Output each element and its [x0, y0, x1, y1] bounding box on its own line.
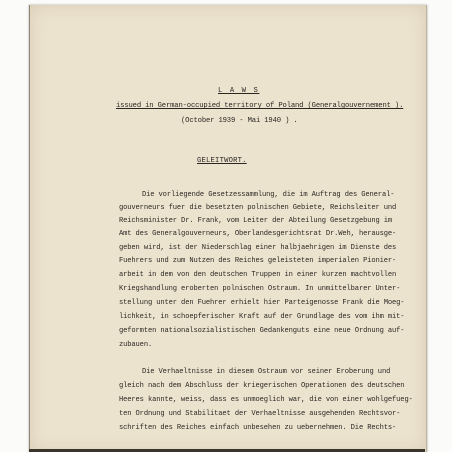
- text-line: schriften des Reiches einfach unbesehen zu uebernehmen. Die Rechts-: [119, 424, 397, 432]
- text-line: geben wird, ist der Niederschlag einer halbjaehrigen im Dienste des: [119, 244, 397, 252]
- text-line: Reichsminister Dr. Frank, vom Leiter der Abteilung Gesetzgebung im: [119, 217, 393, 225]
- typed-page: [29, 5, 427, 452]
- document-title-label: L A W S: [218, 87, 260, 95]
- text-line: Heeres kannte, weiss, dass es unmoeglich war, die von einer wohlgefueg-: [119, 396, 413, 404]
- text-line: gleich nach dem Abschluss der kriegerischen Operationen des deutschen: [119, 382, 405, 390]
- text-line: Amt des Generalgouverneurs, Oberlandesgerichtsrat Dr.Weh, herausge-: [119, 230, 397, 238]
- text-line: Die Verhaeltnisse in diesem Ostraum vor seiner Eroberung und: [142, 368, 391, 376]
- text-line: ten Ordnung und Stabilitaet der Verhaeltnisse ausgehenden Rechtsvor-: [119, 410, 401, 418]
- text-line: stellung unter den Fuehrer erhielt hier Parteigenosse Frank die Moeg-: [119, 299, 405, 307]
- text-line: Kriegshandlung eroberten polnischen Ostraum. In unmittelbarer Unter-: [119, 285, 401, 293]
- text-line: geformten nationalsozialistischen Gedankenguts eine neue Ordnung auf-: [119, 327, 405, 335]
- document-date-range: (October 1939 - Mai 1940 ) .: [181, 117, 298, 125]
- document-title-line: issued in German-occupied territory of Poland (Generalgouvernement ).: [116, 102, 404, 110]
- text-line: Die vorliegende Gesetzessammlung, die im Auftrag des General-: [142, 191, 395, 199]
- section-heading: GELEITWORT.: [197, 157, 247, 165]
- text-line: zubauen.: [119, 341, 153, 349]
- text-line: Fuehrers und zum Nutzen des Reiches geleisteten imperialen Pionier-: [119, 257, 397, 265]
- text-line: gouverneurs fuer die besetzten polnischen Gebiete, Reichsleiter und: [119, 204, 397, 212]
- text-line: lichkeit, in schoepferischer Kraft auf der Grundlage des vom ihm mit-: [119, 313, 405, 321]
- text-line: arbeit in dem von den deutschen Truppen in einer kurzen machtvollen: [119, 271, 397, 279]
